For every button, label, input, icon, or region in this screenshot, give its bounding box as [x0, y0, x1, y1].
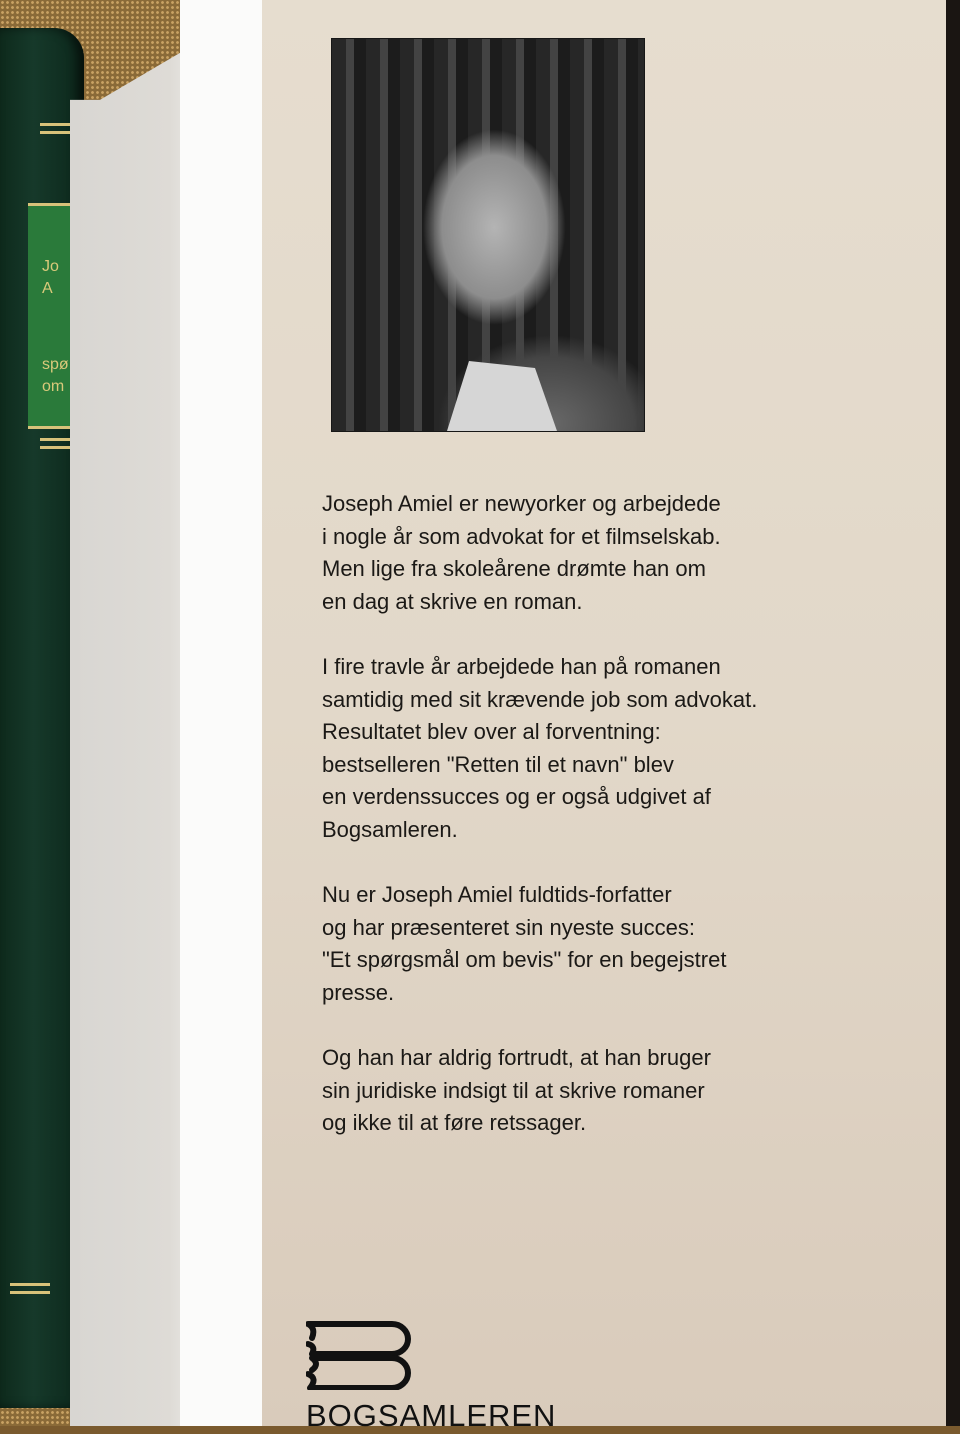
spine-label: [28, 203, 76, 429]
shirt-collar: [447, 361, 557, 431]
spine-text: A: [42, 280, 53, 297]
bio-line: samtidig med sit krævende job som advokat.: [322, 686, 758, 712]
author-bio: [322, 488, 882, 1173]
bio-line: en verdenssucces og er også udgivet af: [322, 784, 711, 809]
bio-paragraph: [322, 1042, 882, 1140]
bio-line: presse.: [322, 979, 395, 1005]
publisher-logo-icon: [306, 1318, 418, 1390]
bio-line: Og han har aldrig fortrudt, at han bruger: [322, 1045, 711, 1070]
bio-line: sin juridiske indsigt til at skrive romaner: [322, 1077, 705, 1103]
bio-line: Nu er Joseph Amiel fuldtids-forfatter: [322, 882, 672, 907]
author-photo: [331, 38, 645, 432]
bio-line: og ikke til at føre retssager.: [322, 1110, 587, 1135]
bio-line: Joseph Amiel er newyorker og arbejdede: [322, 491, 721, 516]
bio-line: "Et spørgsmål om bevis" for en begejstret: [322, 947, 727, 972]
gilt-band: [10, 1291, 50, 1294]
jacket-fold: [180, 0, 275, 1426]
bio-line: Men lige fra skoleårene drømte han om: [322, 556, 706, 581]
publisher-name: BOGSAMLEREN: [306, 1398, 557, 1433]
bio-paragraph: [322, 879, 882, 1009]
bio-line: Bogsamleren.: [322, 816, 458, 842]
bio-paragraph: [322, 488, 882, 618]
bio-line: bestselleren "Retten til et navn" blev: [322, 751, 674, 777]
gilt-band: [10, 1283, 50, 1286]
bio-line: Resultatet blev over al forventning:: [322, 719, 661, 744]
bio-line: og har præsenteret sin nyeste succes:: [322, 914, 695, 940]
spine-text: Jo: [42, 258, 59, 275]
spine-text: om: [42, 378, 65, 395]
spine-text: spø: [42, 356, 69, 373]
bio-line: en dag at skrive en roman.: [322, 588, 583, 614]
bio-line: i nogle år som advokat for et filmselskab.: [322, 523, 721, 549]
book-edge: [946, 0, 960, 1426]
bio-paragraph: [322, 651, 882, 846]
bio-line: I fire travle år arbejdede han på romanen: [322, 654, 721, 679]
